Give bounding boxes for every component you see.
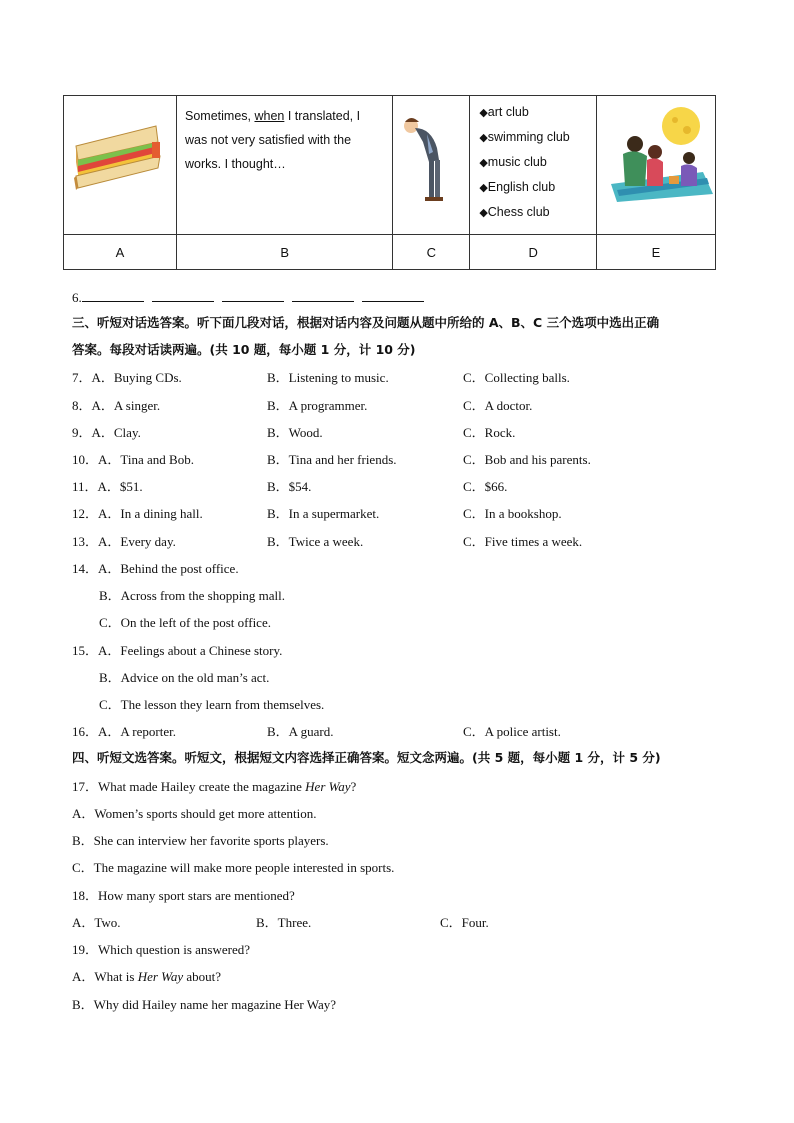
answer-blank[interactable] (152, 289, 214, 302)
question-18-option-a: A．Two. (72, 915, 121, 930)
option-b: B．Tina and her friends. (267, 452, 397, 467)
magazine-title: Her Way (137, 969, 184, 984)
cell-b-text (177, 96, 393, 235)
question-number: 11．A． (72, 479, 120, 494)
question-6 (72, 289, 432, 306)
question-7 (72, 367, 182, 386)
label-d: D (470, 235, 597, 270)
label-b: B (177, 235, 393, 270)
club-item: ◆ art club (479, 100, 596, 125)
option-a: A singer. (113, 398, 161, 413)
option-b: B．In a supermarket. (267, 506, 380, 521)
question-15-option-a: 15．A．Feelings about a Chinese story. (72, 643, 283, 658)
option-a: Buying CDs. (113, 370, 182, 385)
option-b: B．Twice a week. (267, 534, 364, 549)
option-c: C．$66. (463, 479, 508, 494)
option-c: C．A police artist. (463, 724, 561, 739)
option-b: B．$54. (267, 479, 312, 494)
question-17-option-b: B．She can interview her favorite sports players. (72, 833, 329, 848)
bowing-man-image (393, 98, 469, 228)
question-14-option-b: B．Across from the shopping mall. (99, 588, 285, 603)
question-17-option-c: C．The magazine will make more people interested in sports. (72, 860, 395, 875)
question-9 (72, 422, 141, 441)
option-a: $51. (119, 479, 143, 494)
section-3-heading-line1: 三、听短对话选答案。听下面几段对话，根据对话内容及问题从题中所给的 A、B、C 三个选项中选出正确 (72, 315, 660, 330)
question-19-stem: 19．Which question is answered? (72, 942, 250, 957)
option-a-text-end: about? (183, 969, 221, 984)
option-a: A reporter. (120, 724, 176, 739)
option-c: C．In a bookshop. (463, 506, 562, 521)
picnic-moon-image (597, 98, 715, 228)
label-e: E (597, 235, 716, 270)
cell-b-text-start: Sometimes, (185, 109, 255, 123)
question-18-option-b: B．Three. (256, 915, 312, 930)
question-11 (72, 476, 143, 495)
option-b: B．A programmer. (267, 398, 368, 413)
question-18-stem: 18．How many sport stars are mentioned? (72, 888, 295, 903)
option-c: C．Rock. (463, 425, 516, 440)
magazine-title: Her Way (305, 779, 351, 794)
question-number: 12．A． (72, 506, 121, 521)
answer-blank[interactable] (82, 289, 144, 302)
question-14-option-a: 14．A．Behind the post office. (72, 561, 239, 576)
option-c: C．Bob and his parents. (463, 452, 591, 467)
question-12 (72, 503, 203, 522)
section-4-heading: 四、听短文选答案。听短文，根据短文内容选择正确答案。短文念两遍。(共 5 题，每小题 1 分，计 5 分) (72, 750, 661, 765)
question-17-stem-text: 17．What made Hailey create the magazine (72, 779, 306, 794)
club-list (479, 100, 596, 225)
question-number: 7．A． (72, 370, 114, 385)
label-a: A (64, 235, 177, 270)
question-17-stem (72, 776, 356, 795)
cell-e-image (597, 96, 716, 235)
cell-d-club-list (470, 96, 597, 235)
question-16 (72, 721, 176, 740)
question-14-option-c: C．On the left of the post office. (99, 615, 271, 630)
question-number: 16．A． (72, 724, 121, 739)
label-c: C (393, 235, 470, 270)
question-13 (72, 531, 176, 550)
option-c: C．Five times a week. (463, 534, 583, 549)
question-18-option-c: C．Four. (440, 915, 489, 930)
question-19-option-b: B．Why did Hailey name her magazine Her Way? (72, 997, 337, 1012)
option-b: B．Wood. (267, 425, 323, 440)
question-mark: ? (350, 779, 357, 794)
answer-blank[interactable] (222, 289, 284, 302)
option-a: In a dining hall. (120, 506, 203, 521)
answer-blank[interactable] (362, 289, 424, 302)
picture-table (63, 95, 716, 270)
question-number: 10．A． (72, 452, 121, 467)
section-3-heading-line2: 答案。每段对话读两遍。(共 10 题，每小题 1 分，计 10 分) (72, 342, 416, 357)
option-a-text: A．What is (72, 969, 138, 984)
cell-b-underlined-word: when (254, 109, 285, 123)
club-item: ◆ English club (479, 175, 596, 200)
question-number: 8．A． (72, 398, 114, 413)
option-c: C．A doctor. (463, 398, 533, 413)
question-17-option-a: A．Women’s sports should get more attention. (72, 806, 317, 821)
cell-b-text-end: I translated, I was not very satisfied with the works. I thought… (185, 109, 361, 171)
option-a: Tina and Bob. (120, 452, 194, 467)
cell-a-image (64, 96, 177, 235)
sandwich-image (64, 98, 176, 228)
club-item: ◆ music club (479, 150, 596, 175)
question-6-number: 6. (72, 290, 82, 305)
question-number: 9．A． (72, 425, 114, 440)
option-a: Every day. (120, 534, 176, 549)
option-b: B．A guard. (267, 724, 334, 739)
option-a: Clay. (113, 425, 141, 440)
club-item: ◆ Chess club (479, 200, 596, 225)
question-15-option-b: B．Advice on the old man’s act. (99, 670, 270, 685)
club-item: ◆ swimming club (479, 125, 596, 150)
question-8 (72, 395, 160, 414)
question-19-option-a (72, 966, 221, 985)
answer-blank[interactable] (292, 289, 354, 302)
cell-c-image (393, 96, 470, 235)
option-c: C．Collecting balls. (463, 370, 570, 385)
option-b: B．Listening to music. (267, 370, 389, 385)
question-15-option-c: C．The lesson they learn from themselves. (99, 697, 325, 712)
question-number: 13．A． (72, 534, 121, 549)
question-10 (72, 449, 194, 468)
